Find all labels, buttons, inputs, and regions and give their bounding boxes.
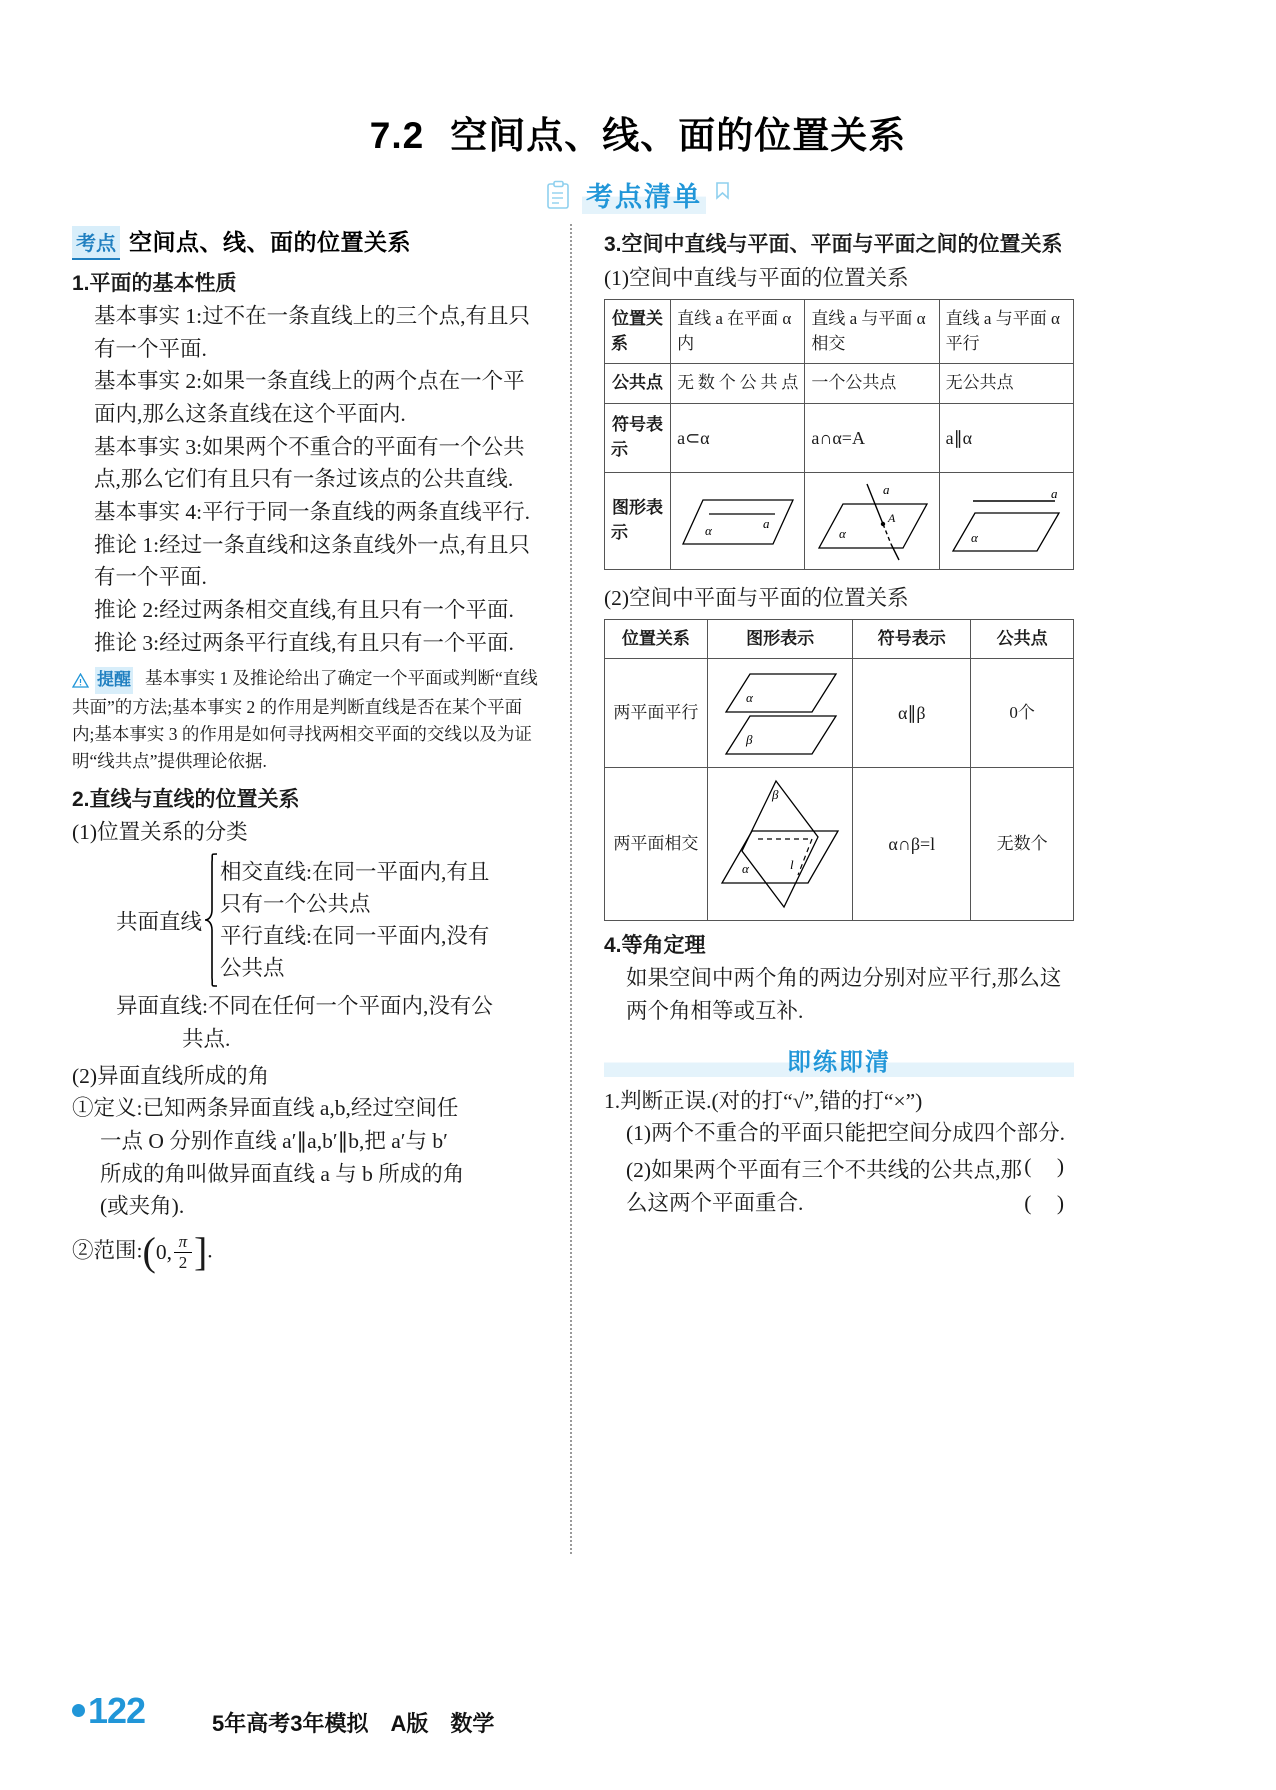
- svg-text:α: α: [704, 522, 712, 538]
- section-2-2-heading: (2)异面直线所成的角: [72, 1063, 270, 1088]
- cell-one-point: 一个公共点: [805, 364, 939, 404]
- svg-text:a: a: [762, 515, 770, 531]
- section-title-text: 空间点、线、面的位置关系: [450, 115, 907, 156]
- brace-item-2: 平行直线:在同一平面内,没有: [220, 924, 490, 949]
- cell-diagram-line-in-plane: [671, 472, 805, 569]
- definition-line-2: 一点 O 分别作直线 a′∥a,b′∥b,把 a′与 b′: [100, 1128, 448, 1153]
- content-columns: [72, 224, 1216, 1604]
- question-1-item-1-text: (1)两个不重合的平面只能把空间分成四个部分.: [626, 1121, 1065, 1146]
- plane-plane-relations-table: [604, 619, 1074, 922]
- cell-points-zero: 0个: [971, 659, 1074, 768]
- skew-lines-line-1: 异面直线:不同在任何一个平面内,没有公: [116, 994, 493, 1019]
- pi-over-two-fraction: [174, 1233, 192, 1272]
- row-header-diagram: 图形表示: [605, 472, 671, 569]
- question-1-heading: 1.判断正误.(对的打“√”,错的打“×”): [604, 1088, 923, 1113]
- page-number-dot-icon: [72, 1704, 85, 1717]
- tip-body: 基本事实 1 及推论给出了确定一个平面或判断“直线共面”的方法;基本事实 2 的作用是判断直线是否在某个平面内;基本事实 3 的作用是如何寻找两相交平面的交线以及为证明“线共点”提供理论依据.: [72, 668, 538, 772]
- question-1-item-2-text: (2)如果两个平面有三个不共线的公共点,那么这两个平面重合.: [626, 1157, 1022, 1215]
- table-row: [605, 768, 1074, 921]
- svg-text:β: β: [772, 787, 779, 803]
- svg-text:a: a: [883, 481, 890, 497]
- basic-fact-1: 基本事实 1:过不在一条直线上的三个点,有且只有一个平面.: [94, 304, 530, 361]
- cell-two-planes-parallel: 两平面平行: [605, 659, 708, 768]
- fraction-denominator: 2: [178, 1253, 188, 1273]
- cell-symbol-planes-intersect: α∩β=l: [853, 768, 971, 921]
- col-header-common-points: 公共点: [971, 619, 1074, 659]
- brace-item-3: 公共点: [220, 956, 285, 981]
- section-number: 7.2: [369, 115, 425, 156]
- page-number: 122: [88, 1690, 146, 1731]
- banner-label: 考点清单: [582, 175, 706, 214]
- basic-fact-2: 基本事实 2:如果一条直线上的两个点在一个平面内,那么这条直线在这个平面内.: [94, 369, 525, 427]
- cell-diagram-line-parallel-plane: [939, 472, 1073, 569]
- warning-triangle-icon: [72, 673, 89, 688]
- definition-line-1: ①定义:已知两条异面直线 a,b,经过空间任: [72, 1096, 459, 1121]
- plane-line-intersect-diagram: [811, 480, 932, 562]
- cell-line-in-plane: 直线 a 在平面 α 内: [671, 300, 805, 364]
- definition-line-3: 所成的角叫做异面直线 a 与 b 所成的角: [100, 1161, 465, 1186]
- brace-items: [220, 856, 489, 985]
- cell-line-intersect-plane: 直线 a 与平面 α 相交: [805, 300, 939, 364]
- section-3-2-heading: (2)空间中平面与平面的位置关系: [604, 585, 909, 610]
- row-header-position: 位置关系: [605, 300, 671, 364]
- table-row: [605, 472, 1074, 569]
- fraction-numerator: π: [178, 1231, 188, 1251]
- answer-blank-1: ( ): [1024, 1153, 1074, 1178]
- brace-item-0: 相交直线:在同一平面内,有且: [220, 859, 490, 884]
- tip-label: 提醒: [95, 667, 133, 694]
- cell-diagram-line-intersect-plane: [805, 472, 939, 569]
- corollary-1: 推论 1:经过一条直线和这条直线外一点,有且只有一个平面.: [94, 532, 530, 590]
- col-header-diagram: 图形表示: [707, 619, 853, 659]
- definition-line-4: (或夹角).: [100, 1194, 185, 1219]
- page-title: [0, 0, 1276, 159]
- right-column: [572, 224, 1074, 1604]
- question-1-item-2: [604, 1154, 1074, 1219]
- range-period: .: [207, 1238, 213, 1263]
- svg-text:α: α: [839, 525, 846, 541]
- tip-box: [72, 665, 542, 775]
- kaodian-heading: [72, 224, 542, 260]
- brace-item-1: 只有一个公共点: [220, 891, 371, 916]
- section-2-heading: 2.直线与直线的位置关系: [72, 787, 300, 811]
- left-column: [72, 224, 570, 1604]
- svg-text:a: a: [1051, 485, 1058, 501]
- cell-infinite-points: 无数个公共点: [671, 364, 805, 404]
- corollary-2: 推论 2:经过两条相交直线,有且只有一个平面.: [94, 598, 514, 623]
- footer-edition: A版: [390, 1710, 429, 1736]
- brace-label: 共面直线: [116, 909, 203, 934]
- page-number-block: [0, 1692, 150, 1752]
- cell-line-parallel-plane: 直线 a 与平面 α 平行: [939, 300, 1073, 364]
- svg-text:A: A: [888, 510, 896, 525]
- kaodian-title: 空间点、线、面的位置关系: [129, 229, 411, 255]
- footer-text: [212, 1707, 494, 1738]
- col-header-symbol: 符号表示: [853, 619, 971, 659]
- cell-symbol-subset: a⊂α: [671, 403, 805, 472]
- section-4-body: 如果空间中两个角的两边分别对应平行,那么这两个角相等或互补.: [626, 966, 1062, 1023]
- cell-no-points: 无公共点: [939, 364, 1073, 404]
- line-plane-relations-table: [604, 299, 1074, 570]
- section-1-heading: 1.平面的基本性质: [72, 272, 237, 295]
- section-2-1-heading: (1)位置关系的分类: [72, 819, 248, 844]
- cell-diagram-intersecting-planes: [707, 768, 853, 921]
- row-header-symbol: 符号表示: [605, 403, 671, 472]
- plane-line-parallel-diagram: [946, 485, 1067, 557]
- kaodian-qingdan-banner: [0, 175, 1276, 214]
- cell-symbol-parallel: a∥α: [939, 403, 1073, 472]
- col-header-position: 位置关系: [605, 619, 708, 659]
- clipboard-icon: [546, 180, 572, 210]
- table-row: [605, 403, 1074, 472]
- answer-blank-2: ( ): [1024, 1190, 1074, 1215]
- row-header-common-points: 公共点: [605, 364, 671, 404]
- svg-text:l: l: [790, 857, 794, 873]
- curly-brace-icon: [203, 852, 219, 988]
- svg-text:α: α: [746, 690, 753, 706]
- corollary-3: 推论 3:经过两条平行直线,有且只有一个平面.: [94, 630, 514, 655]
- plane-line-inside-diagram: [677, 490, 798, 552]
- banner-tail-icon: [716, 182, 730, 208]
- table-row: [605, 619, 1074, 659]
- svg-text:α: α: [971, 529, 979, 545]
- question-1-item-1: [604, 1117, 1074, 1178]
- kaodian-tag: 考点: [72, 226, 120, 260]
- coplanar-lines-brace: [72, 852, 542, 988]
- jilian-jiqing-banner: [604, 1042, 1074, 1077]
- table-row: [605, 300, 1074, 364]
- table-row: [605, 659, 1074, 768]
- cell-symbol-intersect: a∩α=A: [805, 403, 939, 472]
- footer-subject: 数学: [450, 1710, 495, 1736]
- cell-diagram-parallel-planes: [707, 659, 853, 768]
- section-3-heading: 3.空间中直线与平面、平面与平面之间的位置关系: [604, 233, 1063, 256]
- range-line: [72, 1229, 542, 1275]
- footer-series: 5年高考3年模拟: [212, 1710, 369, 1736]
- tip-header: [72, 667, 133, 694]
- cell-symbol-planes-parallel: α∥β: [853, 659, 971, 768]
- skew-lines-line-2: 共点.: [182, 1026, 231, 1051]
- two-parallel-planes-diagram: [714, 666, 847, 760]
- range-open: 0,: [155, 1240, 172, 1265]
- cell-two-planes-intersect: 两平面相交: [605, 768, 708, 921]
- page-footer: [0, 1692, 1276, 1752]
- svg-text:α: α: [742, 861, 749, 877]
- table-row: [605, 364, 1074, 404]
- range-label: ②范围:: [72, 1238, 143, 1263]
- svg-text:β: β: [746, 732, 753, 748]
- section-3-1-heading: (1)空间中直线与平面的位置关系: [604, 266, 909, 291]
- range-interval: ( 0, $\frac{\pi}{2}$ ]: [142, 1229, 208, 1275]
- jilian-label: 即练即清: [781, 1049, 897, 1076]
- section-4-heading: 4.等角定理: [604, 934, 706, 958]
- basic-fact-4: 基本事实 4:平行于同一条直线的两条直线平行.: [94, 500, 530, 525]
- cell-points-infinite: 无数个: [971, 768, 1074, 921]
- two-intersecting-planes-diagram: [714, 775, 847, 913]
- basic-fact-3: 基本事实 3:如果两个不重合的平面有一个公共点,那么它们有且只有一条过该点的公共直线.: [94, 434, 525, 492]
